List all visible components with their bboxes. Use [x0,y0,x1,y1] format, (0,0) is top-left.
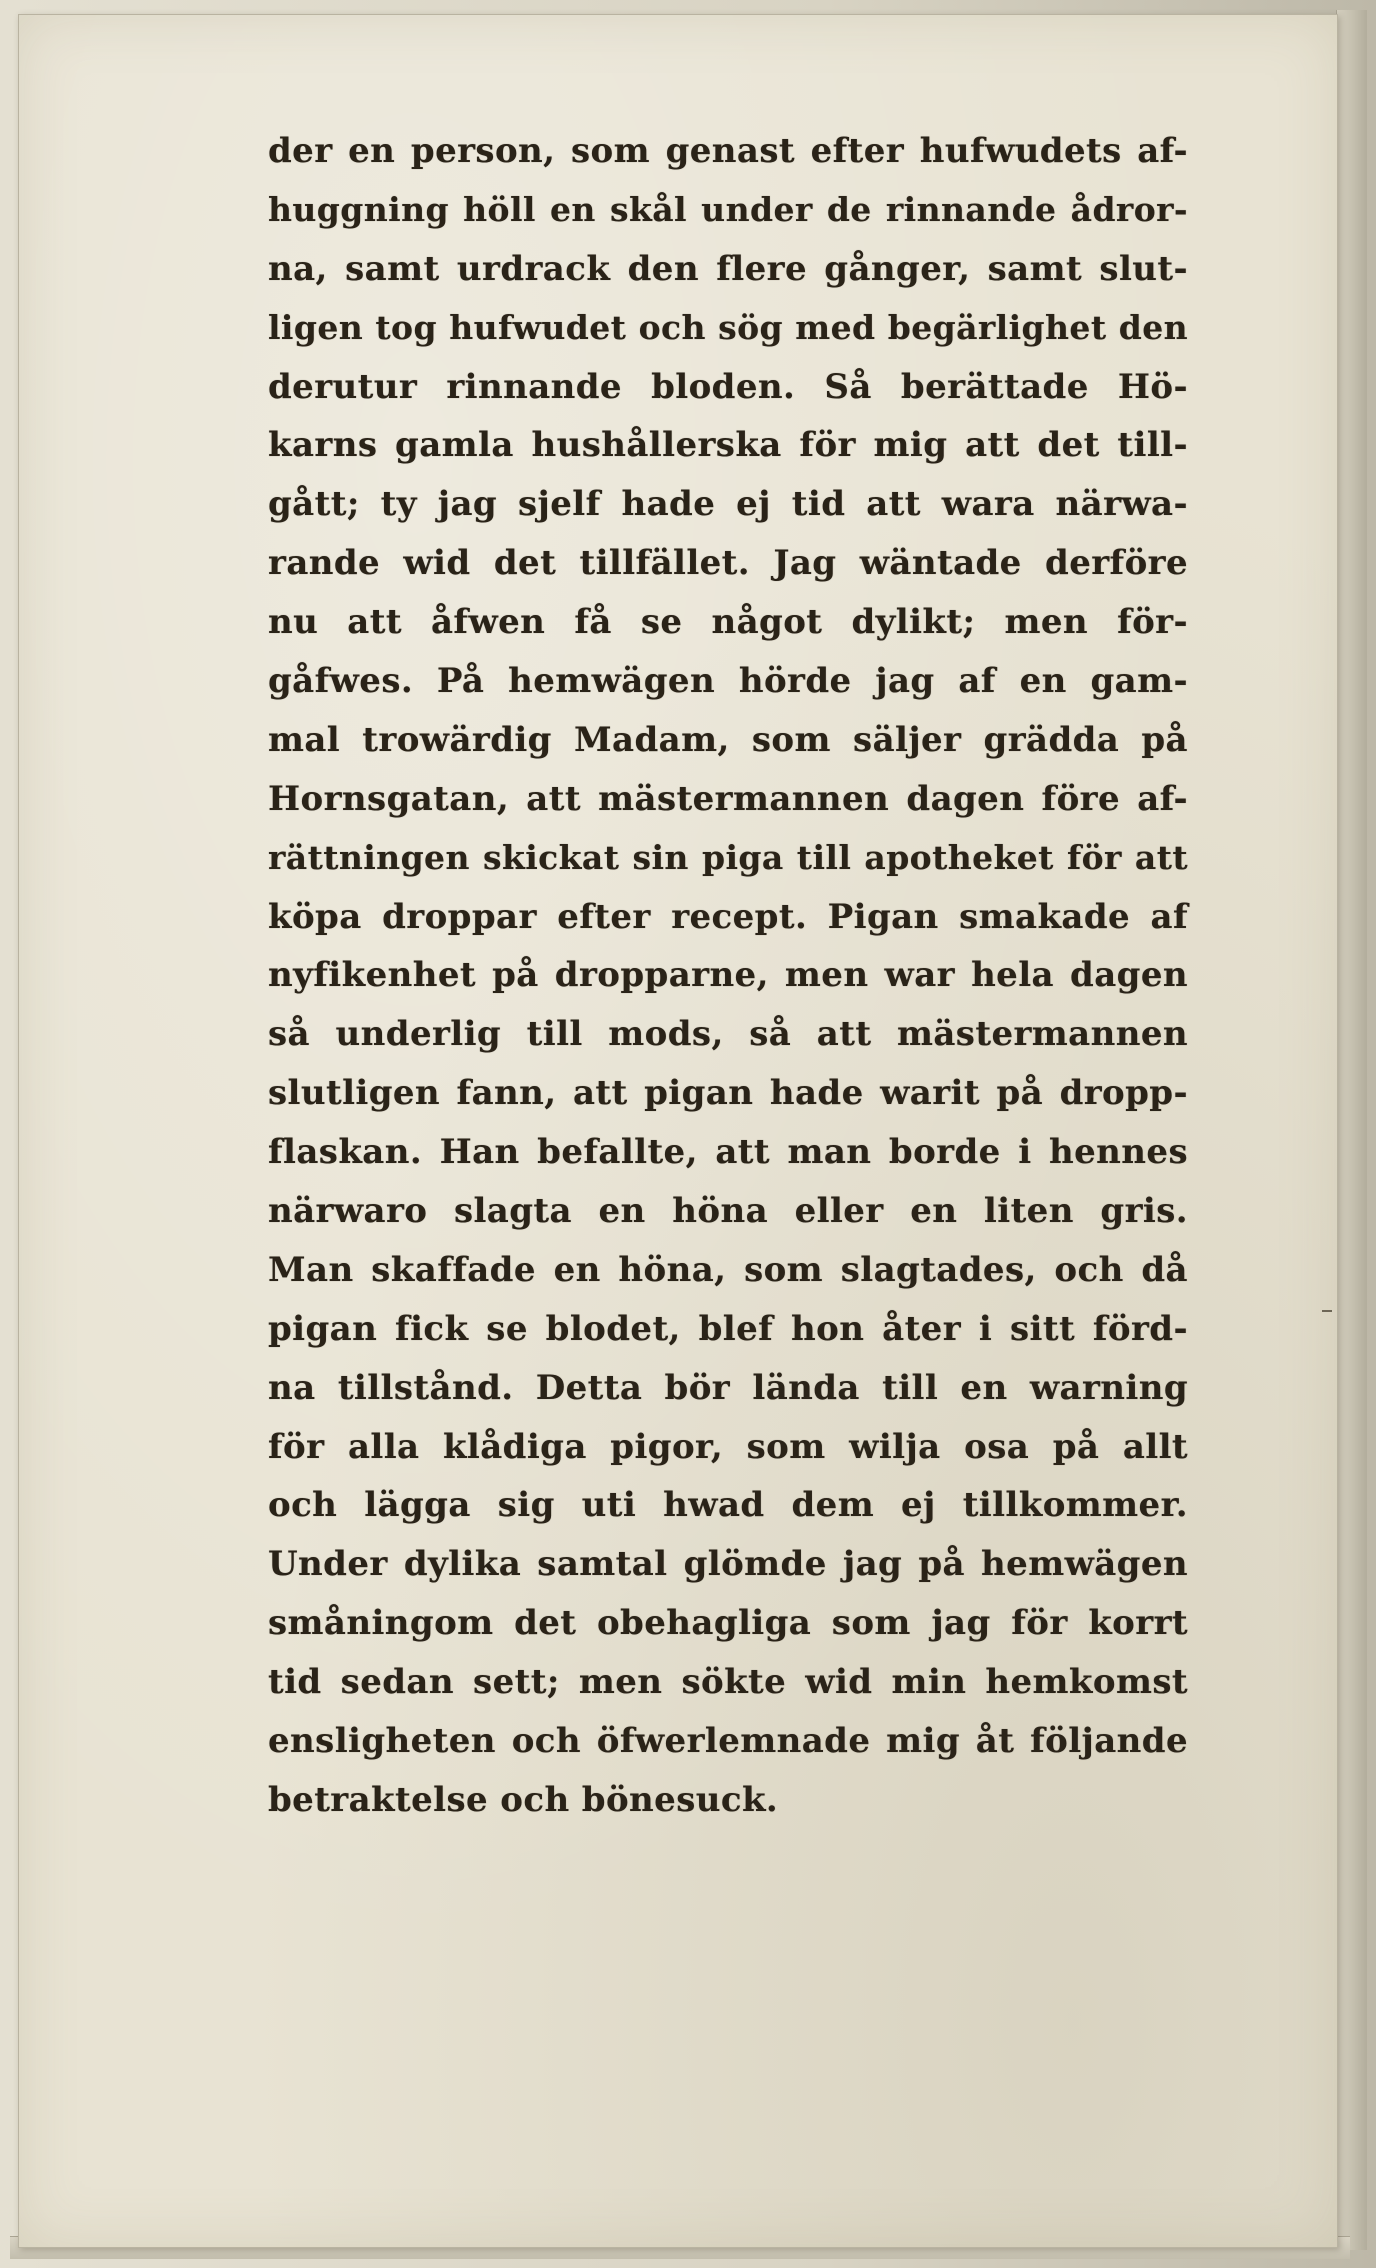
text-line: na tillstånd. Detta bör lända till en warning [268,1367,1188,1408]
text-line: pigan fick se blodet, blef hon åter i sitt förd- [268,1308,1188,1349]
text-line: ligen tog hufwudet och sög med begärlighet den [268,307,1188,347]
text-line: närwaro slagta en höna eller en liten gris. [268,1191,1188,1232]
text-line: huggning höll en skål under de rinnande ådror- [268,189,1188,229]
text-line: na, samt urdrack den flere gånger, samt slut- [268,248,1188,289]
text-line: rande wid det tillfället. Jag wäntade derföre [268,543,1188,584]
text-line: tid sedan sett; men sökte wid min hemkomst [268,1662,1188,1703]
text-line: Under dylika samtal glömde jag på hemwägen [268,1544,1188,1585]
text-line: flaskan. Han befallte, att man borde i hennes [268,1132,1188,1173]
text-line: karns gamla hushållerska för mig att det till- [268,425,1188,466]
text-line: rättningen skickat sin piga till apotheket för att [268,837,1188,877]
text-line: Hornsgatan, att mästermannen dagen före af- [268,778,1188,819]
text-line: så underlig till mods, så att mästermannen [268,1014,1188,1055]
page-edge-right [1336,10,1367,2250]
text-line: mal trowärdig Madam, som säljer grädda på [268,719,1188,760]
page-mark [1322,1310,1332,1312]
text-line: derutur rinnande bloden. Så berättade Hö- [268,366,1188,407]
text-line: nyfikenhet på dropparne, men war hela dagen [268,955,1188,996]
text-line: för alla klådiga pigor, som wilja osa på allt [268,1426,1188,1467]
text-line: och lägga sig uti hwad dem ej tillkommer. [268,1485,1188,1526]
text-line: Man skaffade en höna, som slagtades, och då [268,1249,1188,1290]
text-line: gått; ty jag sjelf hade ej tid att wara närwa- [268,484,1188,525]
text-line: der en person, som genast efter hufwudets af- [268,131,1188,171]
text-line: nu att åfwen få se något dylikt; men för- [268,602,1188,643]
text-line: småningom det obehagliga som jag för korrt [268,1603,1188,1644]
text-line-last: betraktelse och bönesuck. [268,1779,779,1820]
text-line: gåfwes. På hemwägen hörde jag af en gam- [268,661,1188,702]
text-line: ensligheten och öfwerlemnade mig åt följande [268,1721,1188,1762]
body-text [268,122,1188,1830]
text-line: slutligen fann, att pigan hade warit på dropp- [268,1073,1188,1114]
text-line: köpa droppar efter recept. Pigan smakade af [268,896,1188,937]
